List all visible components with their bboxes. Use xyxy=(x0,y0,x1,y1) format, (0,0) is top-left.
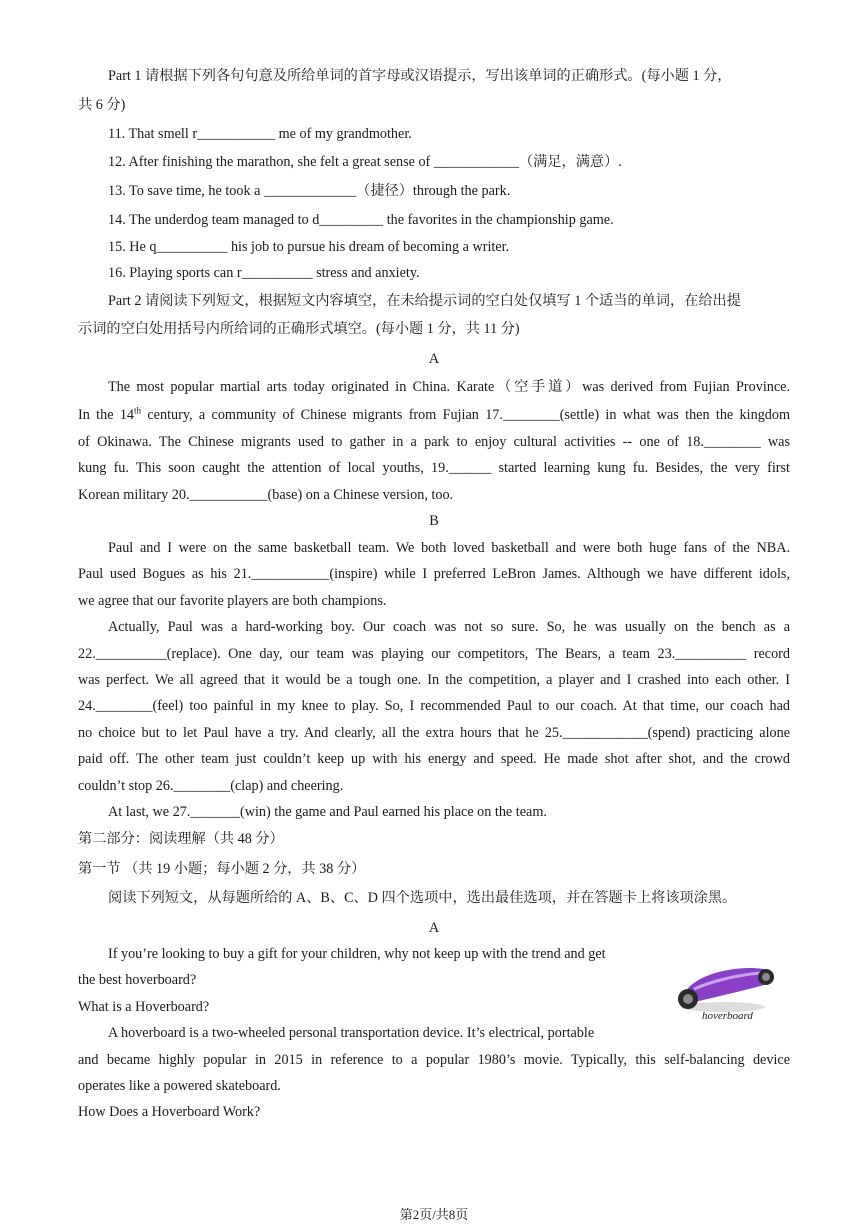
passage-a-line: kung fu. This soon caught the attention of local youths, 19.______ started learning kung fu. Besides, the very first xyxy=(78,460,790,476)
passage-b-line: Paul and I were on the same basketball team. We both loved basketball and were both huge fans of the NBA. xyxy=(108,540,790,556)
reading-a-heading: A xyxy=(428,920,440,936)
passage-b-line: 22.__________(replace). One day, our team was playing our competitors, The Bears, a team 23.__________ record xyxy=(78,646,790,662)
passage-a-line: In the 14th century, a community of Chinese migrants from Fujian 17.________(settle) in what was then the kingdom xyxy=(78,405,791,423)
passage-b-line: we agree that our favorite players are both champions. xyxy=(78,593,387,609)
passage-a-line: of Okinawa. The Chinese migrants used to gather in a park to enjoy cultural activities -- one of 18.________ was xyxy=(78,434,790,450)
passage-b-line: At last, we 27._______(win) the game and Paul earned his place on the team. xyxy=(108,804,547,820)
passage-b-line: Paul used Bogues as his 21.___________(inspire) while I preferred LeBron James. Although we have different idols, xyxy=(78,566,790,582)
reading-a-line: the best hoverboard? xyxy=(78,972,197,988)
question-14: 14. The underdog team managed to d_________ the favorites in the championship game. xyxy=(108,212,614,228)
reading-a-line: operates like a powered skateboard. xyxy=(78,1078,281,1094)
passage-b-line: 24.________(feel) too painful in my knee to play. So, I recommended Paul to our coach. At that time, our coach had xyxy=(78,698,790,714)
reading-instruction: 阅读下列短文，从每题所给的 A、B、C、D 四个选项中，选出最佳选项，并在答题卡上将该项涂黑。 xyxy=(108,890,737,906)
question-13: 13. To save time, he took a _____________（捷径）through the park. xyxy=(108,183,511,199)
passage-b-line: was perfect. We all agreed that it would be a tough one. In the competition, a player and I crashed into each other. I xyxy=(78,672,790,688)
part2-instruction: Part 2 请阅读下列短文，根据短文内容填空，在未给提示词的空白处仅填写 1 个适当的单词，在给出提 xyxy=(108,293,741,309)
hoverboard-caption: hoverboard xyxy=(702,1010,753,1022)
reading-a-subheading: How Does a Hoverboard Work? xyxy=(78,1104,261,1120)
question-11: 11. That smell r___________ me of my grandmother. xyxy=(108,126,412,142)
passage-a-heading: A xyxy=(428,351,440,367)
reading-a-line: and became highly popular in 2015 in reference to a popular 1980’s movie. Typically, this self-balancing device xyxy=(78,1052,790,1068)
part1-instruction-cont: 共 6 分) xyxy=(78,97,126,113)
page-number: 第2页/共8页 xyxy=(399,1207,469,1222)
passage-b-line: no choice but to let Paul have a try. And clearly, all the extra hours that he 25.____________(spend) practicing alone xyxy=(78,725,790,741)
part1-instruction: Part 1 请根据下列各句句意及所给单词的首字母或汉语提示，写出该单词的正确形式。(每小题 1 分， xyxy=(108,68,732,84)
passage-a-line: The most popular martial arts today originated in China. Karate（空手道）was derived from Fujian Province. xyxy=(108,379,790,395)
question-12: 12. After finishing the marathon, she felt a great sense of ____________（满足，满意）. xyxy=(108,154,622,170)
reading-a-subheading: What is a Hoverboard? xyxy=(78,999,210,1015)
passage-b-line: paid off. The other team just couldn’t keep up with his energy and speed. He made shot after shot, and the crowd xyxy=(78,751,790,767)
passage-a-line: Korean military 20.___________(base) on a Chinese version, too. xyxy=(78,487,454,503)
section-heading: 第二部分：阅读理解（共 48 分） xyxy=(78,831,284,847)
subsection-heading: 第一节 （共 19 小题；每小题 2 分，共 38 分） xyxy=(78,861,366,877)
question-16: 16. Playing sports can r__________ stress and anxiety. xyxy=(108,265,420,281)
question-15: 15. He q__________ his job to pursue his dream of becoming a writer. xyxy=(108,239,510,255)
passage-b-line: Actually, Paul was a hard-working boy. Our coach was not so sure. So, he was usually on the bench as a xyxy=(108,619,790,635)
reading-a-line: If you’re looking to buy a gift for your children, why not keep up with the trend and get xyxy=(108,946,606,962)
passage-b-line: couldn’t stop 26.________(clap) and cheering. xyxy=(78,778,344,794)
passage-b-heading: B xyxy=(429,513,439,529)
part2-instruction-cont: 示词的空白处用括号内所给词的正确形式填空。(每小题 1 分，共 11 分) xyxy=(78,321,520,337)
reading-a-line: A hoverboard is a two-wheeled personal transportation device. It’s electrical, portable xyxy=(108,1025,595,1041)
